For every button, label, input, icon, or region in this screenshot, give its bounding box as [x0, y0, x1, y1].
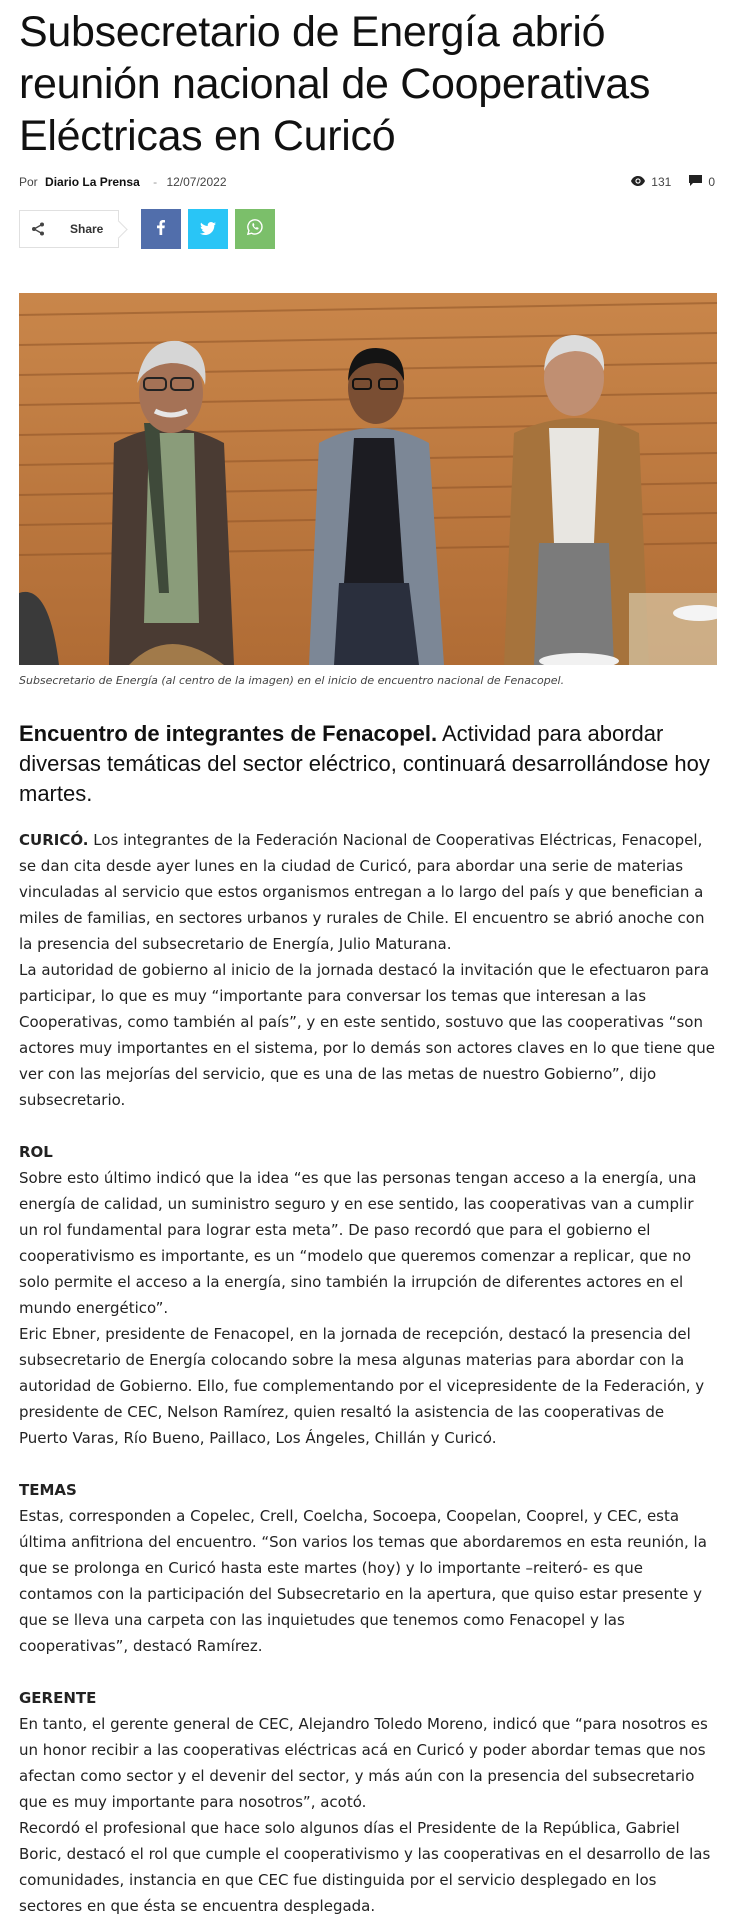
share-bar: [19, 207, 717, 251]
paragraph-4: Eric Ebner, presidente de Fenacopel, en la jornada de recepción, destacó la presencia del subsecretario de Energía colocando sobre la mesa algunas materias para abordar con la autoridad de Gobierno. Ello, fue complementando por el vicepresidente de la Federación, y presidente de CEC, Nelson Ramírez, quien resaltó la asistencia de las cooperativas de Puerto Varas, Río Bueno, Paillaco, Los Ángeles, Chillán y Curicó.: [19, 1325, 705, 1447]
author-link[interactable]: Diario La Prensa: [45, 175, 140, 189]
article-body: [19, 827, 717, 1919]
lead-text: Actividad para abordar diversas temáticas del sector eléctrico, continuará desarrollándose hoy martes.: [19, 721, 710, 806]
article-stats: [631, 175, 717, 189]
whatsapp-icon: [247, 219, 263, 239]
twitter-share-button[interactable]: [188, 209, 228, 249]
dateline: CURICÓ.: [19, 831, 89, 849]
article-lead: [19, 719, 717, 809]
byline: [19, 175, 231, 189]
share-button[interactable]: [19, 210, 119, 248]
whatsapp-share-button[interactable]: [235, 209, 275, 249]
facebook-icon: [157, 220, 165, 239]
article-title: Subsecretario de Energía abrió reunión nacional de Cooperativas Eléctricas en Curicó: [19, 8, 651, 160]
publish-date: 12/07/2022: [166, 175, 227, 189]
section-heading-gerente: GERENTE: [19, 1689, 97, 1707]
eye-icon: [631, 175, 645, 189]
section-heading-rol: ROL: [19, 1143, 53, 1161]
share-icon: [20, 222, 56, 236]
paragraph-1-text: Los integrantes de la Federación Nacional de Cooperativas Eléctricas, Fenacopel, se dan cita desde ayer lunes en la ciudad de Curicó, para abordar una serie de materias vinculadas al servicio que estos organismos entregan a lo largo del país y que benefician a miles de familias, en sectores urbanos y rurales de Chile. El encuentro se abrió anoche con la presencia del subsecretario de Energía, Julio Maturana.: [19, 831, 705, 953]
lead-strong: Encuentro de integrantes de Fenacopel.: [19, 721, 438, 746]
section-heading-temas: TEMAS: [19, 1481, 77, 1499]
share-label: Share: [70, 222, 104, 236]
twitter-icon: [200, 220, 216, 239]
facebook-share-button[interactable]: [141, 209, 181, 249]
views-count: 131: [651, 175, 672, 189]
article-meta: [19, 172, 717, 192]
views-stat: [631, 175, 671, 189]
paragraph-7: Recordó el profesional que hace solo algunos días el Presidente de la República, Gabriel Boric, destacó el rol que cumple el cooperativismo y las cooperativas en el desarrollo de las comunidades, instancia en que CEC fue distinguida por el servicio desplegado en los sectores en que ésta se encuentra desplegada.: [19, 1819, 711, 1915]
by-label: Por: [19, 175, 38, 189]
image-caption: Subsecretario de Energía (al centro de la imagen) en el inicio de encuentro nacional de Fenacopel.: [19, 674, 565, 687]
byline-separator: -: [153, 175, 158, 189]
paragraph-5: Estas, corresponden a Copelec, Crell, Coelcha, Socoepa, Coopelan, Cooprel, y CEC, esta última anfitriona del encuentro. “Son varios los temas que abordaremos en esta reunión, la que se prolonga en Curicó hasta este martes (hoy) y lo importante –reiteró- es que contamos con la participación del Subsecretario en la apertura, que quiso estar presente y que se lleva una carpeta con las inquietudes que tenemos como Fenacopel y las cooperativas”, destacó Ramírez.: [19, 1507, 707, 1655]
comments-count: 0: [708, 175, 715, 189]
comment-icon: [689, 175, 702, 189]
featured-image-wrap: [19, 293, 717, 689]
paragraph-1: [19, 827, 717, 957]
paragraph-2: La autoridad de gobierno al inicio de la jornada destacó la invitación que le efectuaron para participar, lo que es muy “importante para conversar los temas que interesan a las Cooperativas, como también al país”, y en este sentido, sostuvo que las cooperativas “son actores muy importantes en el sistema, por lo demás son actores claves en lo que tiene que ver con las mejorías del servicio, que es una de las metas de nuestro Gobierno”, dijo subsecretario.: [19, 961, 716, 1109]
paragraph-3: Sobre esto último indicó que la idea “es que las personas tengan acceso a la energía, una energía de calidad, un suministro seguro y en ese sentido, las cooperativas van a cumplir un rol fundamental para lograr esta meta”. De paso recordó que para el gobierno el cooperativismo es importante, es un “modelo que queremos comenzar a replicar, que no solo permite el acceso a la energía, sino también la irrupción de diferentes actores en el mundo energético”.: [19, 1169, 697, 1317]
featured-image[interactable]: [19, 293, 717, 665]
comments-stat[interactable]: [689, 175, 715, 189]
paragraph-6: En tanto, el gerente general de CEC, Alejandro Toledo Moreno, indicó que “para nosotros es un honor recibir a las cooperativas eléctricas acá en Curicó y poder abordar temas que nos afectan como sector y el devenir del sector, y más aún con la presencia del subsecretario que es muy importante para nosotros”, acotó.: [19, 1715, 708, 1811]
